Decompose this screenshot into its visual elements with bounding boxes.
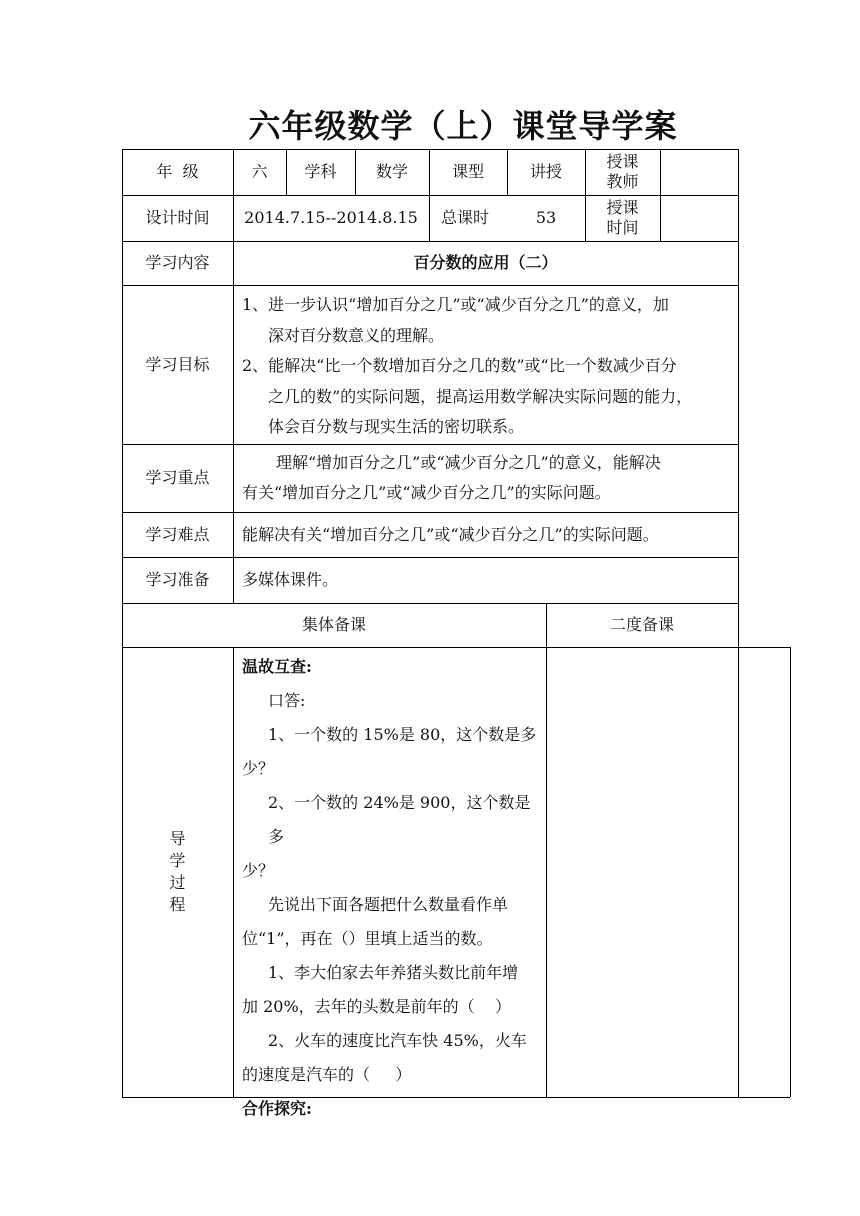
process-line: 口答: [268, 691, 306, 710]
page-title: 六年级数学（上）课堂导学案 [248, 107, 678, 145]
table-line [233, 647, 234, 1097]
difficulties-value: 能解决有关“增加百分之几”或“减少百分之几”的实际问题。 [242, 524, 659, 544]
process-line: 2、一个数的 24%是 900，这个数是多 [268, 793, 531, 846]
total-hours-label: 总课时 [441, 208, 490, 227]
table-line [546, 603, 547, 1097]
teacher-label-line2: 教师 [606, 172, 639, 191]
table-line [660, 149, 661, 241]
key-points-line: 理解“增加百分之几”或“减少百分之几”的意义，能解决 [276, 453, 661, 472]
process-label-char: 导 [169, 829, 186, 848]
grade-label: 年 级 [156, 162, 199, 181]
goals-label: 学习目标 [145, 354, 210, 374]
process-line: 少？ [242, 759, 275, 778]
goals-text [242, 290, 736, 443]
collective-prep-header: 集体备课 [301, 615, 366, 634]
process-label-char: 学 [169, 851, 186, 870]
class-time-label-line1: 授课 [606, 198, 639, 217]
grade-value: 六 [251, 162, 268, 181]
teacher-label [585, 149, 660, 195]
goals-line: 2、能解决“比一个数增加百分之几的数”或“比一个数减少百分 [242, 356, 677, 375]
difficulties-label: 学习难点 [145, 524, 210, 544]
design-time-label: 设计时间 [145, 208, 210, 227]
content-label: 学习内容 [145, 253, 210, 272]
process-line: 先说出下面各题把什么数量看作单 [268, 895, 509, 914]
goals-line: 体会百分数与现实生活的密切联系。 [268, 417, 525, 436]
second-prep-header: 二度备课 [609, 615, 674, 634]
table-line [790, 647, 791, 1097]
process-line: 少？ [242, 861, 275, 880]
process-line: 1、一个数的 15%是 80，这个数是多 [268, 725, 537, 744]
content-value: 百分数的应用（二） [413, 253, 558, 272]
goals-line: 深对百分数意义的理解。 [268, 325, 445, 345]
process-label [122, 647, 233, 1097]
process-label-char: 程 [169, 895, 186, 914]
type-value: 讲授 [529, 162, 562, 181]
goals-line: 1、进一步认识“增加百分之几”或“减少百分之几”的意义，加 [242, 295, 669, 314]
process-label-char: 过 [169, 873, 186, 892]
table-line [738, 149, 739, 1097]
total-hours-value: 53 [535, 208, 557, 227]
process-text [242, 650, 544, 1126]
goals-line: 之几的数”的实际问题，提高运用数学解决实际问题的能力， [268, 386, 693, 406]
process-line: 位“1”，再在（）里填上适当的数。 [242, 929, 493, 948]
key-points-label: 学习重点 [145, 468, 210, 487]
preparation-value: 多媒体课件。 [242, 570, 339, 589]
key-points-line: 有关“增加百分之几”或“减少百分之几”的实际问题。 [242, 483, 611, 502]
explore-heading: 合作探究: [242, 1099, 312, 1118]
teacher-label-line1: 授课 [606, 152, 639, 171]
subject-value: 数学 [375, 162, 408, 181]
process-line: 加 20%，去年的头数是前年的（ ） [242, 997, 511, 1016]
process-line: 1、李大伯家去年养猪头数比前年增 [268, 963, 519, 982]
review-heading: 温故互查: [242, 657, 312, 676]
class-time-label-line2: 时间 [606, 218, 639, 237]
type-label: 课型 [451, 162, 484, 181]
process-line: 的速度是汽车的（ ） [242, 1065, 412, 1084]
design-time-value: 2014.7.15--2014.8.15 [244, 208, 418, 227]
process-line: 2、火车的速度比汽车快 45%，火车 [268, 1031, 527, 1050]
preparation-label: 学习准备 [145, 570, 210, 589]
key-points-text [242, 448, 736, 508]
subject-label: 学科 [304, 162, 337, 181]
class-time-label [585, 195, 660, 241]
